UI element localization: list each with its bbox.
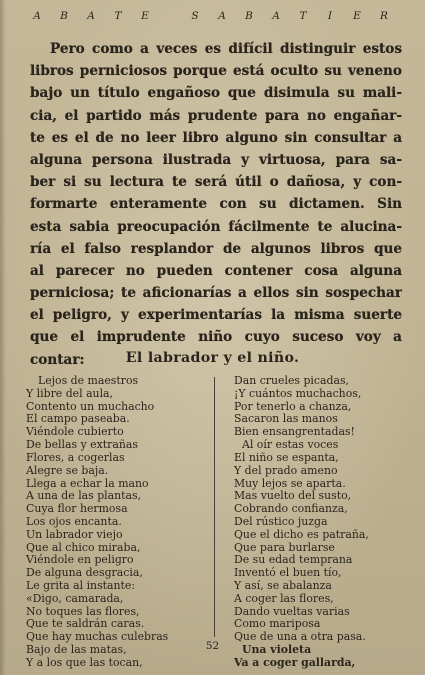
prose-line: contar: (30, 351, 85, 368)
poem-verse: Viéndole cubierto (26, 425, 124, 439)
poem-verse: Llega a echar la mano (26, 476, 149, 490)
poem-verse: El niño se espanta, (234, 450, 339, 464)
poem-verse: Del rústico juzga (234, 514, 328, 528)
poem-verse: A coger las flores, (234, 591, 334, 605)
poem-verse: El campo paseaba. (26, 412, 130, 426)
poem-verse: Y a los que las tocan, (26, 655, 143, 669)
poem-verse: Que al chico miraba, (26, 540, 141, 554)
prose-line: perniciosa; te aficionarías a ellos sin sospechar (30, 285, 402, 302)
prose-line: Pero como a veces es difícil distinguir estos (50, 41, 402, 57)
poem-verse: Y así, se abalanza (234, 579, 332, 592)
header-letter: T (114, 10, 122, 22)
running-header (0, 10, 425, 32)
poem-verse: Como mariposa (234, 617, 321, 631)
header-letter: B (245, 10, 253, 22)
header-letter: A (218, 10, 226, 22)
poem-verse: Contento un muchacho (26, 399, 155, 413)
prose-line: libros perniciosos porque está oculto su veneno (30, 63, 402, 80)
poem-verse: Una violeta (242, 643, 312, 657)
poem-verse: Por tenerlo a chanza, (234, 399, 352, 413)
poem-verse: Mas vuelto del susto, (234, 489, 352, 503)
poem-title: El labrador y el niño. (125, 350, 300, 366)
poem-verse: Y libre del aula, (26, 386, 114, 400)
poem-verse: Inventó el buen tío, (234, 566, 342, 580)
poem-verse: Lejos de maestros (38, 374, 139, 387)
poem-column-right (234, 375, 414, 670)
header-letter: T (299, 10, 307, 22)
header-letter: A (87, 10, 95, 22)
header-letter: E (141, 10, 149, 22)
prose-line: que el imprudente niño cuyo suceso voy a (30, 329, 402, 346)
prose-paragraph (30, 38, 402, 371)
poem-verse: Cuya flor hermosa (26, 502, 128, 516)
prose-line: el peligro, y experimentarías la misma suerte (30, 307, 402, 324)
header-letter: E (353, 10, 361, 22)
poem-verse: Va a coger gallarda, (234, 655, 356, 669)
header-letter: R (380, 10, 388, 22)
poem-verse: Bien ensangrentadas! (234, 425, 355, 439)
page-number: 52 (205, 640, 220, 652)
poem-verse: De su edad temprana (234, 553, 353, 567)
poem-verse: Que hay muchas culebras (26, 630, 169, 644)
header-letter: S (191, 10, 199, 22)
poem-verse: Al oír estas voces (242, 438, 339, 452)
page-spine-shadow (0, 0, 6, 675)
poem-verse: Sacaron las manos (234, 412, 338, 426)
poem-verse: Muy lejos se aparta. (234, 476, 346, 490)
prose-line: cia, el partido más prudente para no engañar- (30, 107, 402, 124)
poem-column-left (26, 375, 211, 670)
column-divider (214, 377, 215, 637)
prose-line: ber si su lectura te será útil o dañosa, y con- (30, 174, 402, 191)
poem-verse: Bajo de las matas, (26, 643, 127, 657)
poem-verse: Un labrador viejo (26, 527, 123, 541)
poem-verse: Y del prado ameno (234, 463, 338, 477)
header-letter: I (327, 10, 333, 22)
poem-verse: Que para burlarse (234, 540, 335, 554)
poem-verse: «Digo, camarada, (26, 591, 124, 605)
prose-line: al parecer no pueden contener cosa alguna (30, 262, 402, 279)
poem-verse: Flores, a cogerlas (26, 450, 125, 464)
poem-verse: Que te saldrán caras. (26, 617, 145, 631)
poem-verse: A una de las plantas, (26, 489, 142, 503)
poem-verse: Cobrando confianza, (234, 502, 348, 516)
poem-verse: Que el dicho es patraña, (234, 527, 369, 541)
poem-verse: De alguna desgracia, (26, 566, 143, 580)
header-letter: A (272, 10, 280, 22)
header-letter: A (33, 10, 41, 22)
prose-line: te es el de no leer libro alguno sin consultar a (30, 129, 402, 146)
poem-verse: Le grita al instante: (26, 579, 136, 592)
prose-line: alguna persona ilustrada y virtuosa, para sa- (30, 151, 402, 168)
prose-line: esta sabia preocupación fácilmente te alucina- (30, 218, 402, 235)
poem-verse: Viéndole en peligro (26, 553, 134, 567)
prose-line: ría el falso resplandor de algunos libros que (30, 240, 402, 257)
poem-verse: Que de una a otra pasa. (234, 630, 366, 644)
prose-line: bajo un título engañoso que disimula su mali- (30, 85, 402, 102)
header-letter: B (60, 10, 68, 22)
poem-verse: Dando vueltas varias (234, 604, 350, 618)
poem-verse: ¡Y cuántos muchachos, (234, 386, 362, 400)
prose-line: formarte enteramente con su dictamen. Sin (30, 196, 402, 213)
poem-verse: Dan crueles picadas, (234, 374, 350, 387)
poem-verse: Alegre se baja. (26, 463, 109, 477)
poem-verse: Los ojos encanta. (26, 514, 122, 528)
poem-verse: No toques las flores, (26, 604, 140, 618)
poem-verse: De bellas y extrañas (26, 438, 138, 452)
